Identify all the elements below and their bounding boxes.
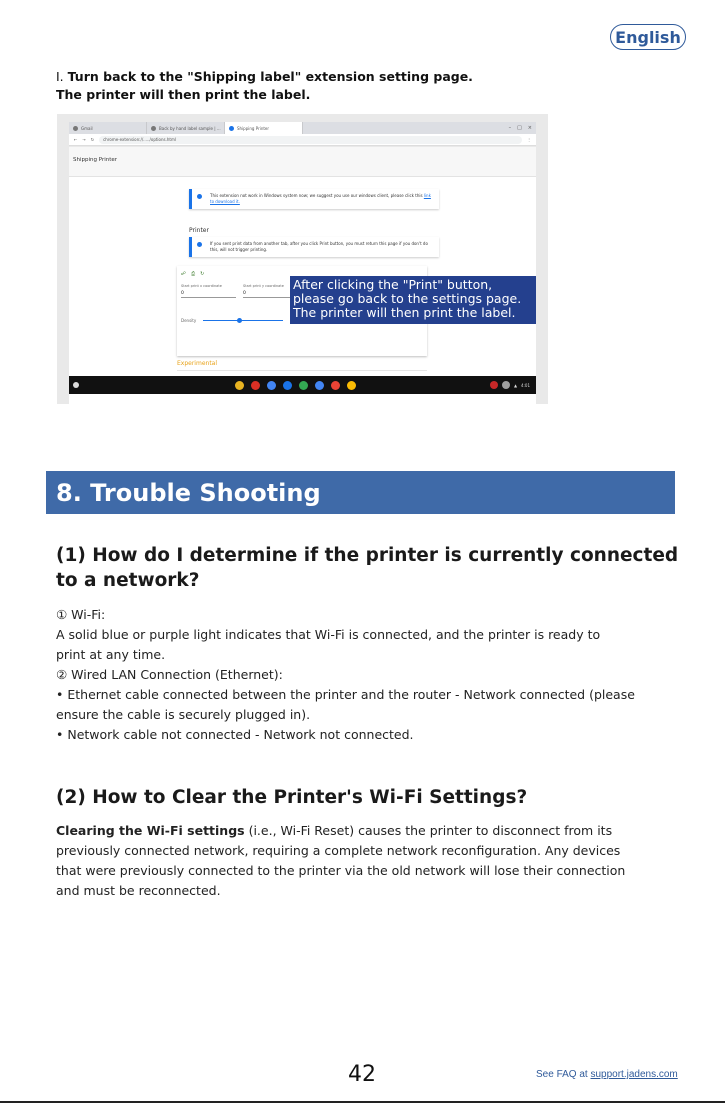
browser-tab-bar — [69, 122, 536, 134]
wifi-heading: ① Wi-Fi: — [56, 607, 106, 622]
tray-time: 4:01 — [521, 382, 530, 388]
refresh-icon: ↻ — [200, 271, 205, 277]
page-number: 42 — [348, 1062, 376, 1087]
window-controls — [509, 125, 536, 131]
browser-tab-active — [225, 122, 303, 134]
close-icon: × — [527, 125, 532, 131]
q2-title: (2) How to Clear the Printer's Wi-Fi Settings? — [56, 787, 528, 808]
start-y-value: 0 — [243, 291, 246, 296]
step-line-1-text: Turn back to the "Shipping label" extension setting page. — [67, 69, 473, 84]
windows-notice — [189, 189, 439, 209]
start-x-value: 0 — [181, 291, 184, 296]
gmail-icon — [251, 381, 260, 390]
meet-icon — [315, 381, 324, 390]
start-x-field — [181, 284, 236, 298]
q2-line-4: and must be reconnected. — [56, 883, 221, 898]
connect-icon: ☍ — [181, 271, 187, 277]
photos-icon — [347, 381, 356, 390]
q2-body — [56, 821, 656, 901]
files-icon — [283, 381, 292, 390]
record-icon — [490, 381, 498, 389]
q2-line-2: previously connected network, requiring a complete network reconfiguration. Any devices — [56, 843, 621, 858]
tab-favicon — [229, 126, 234, 131]
wifi-icon: ▲ — [513, 382, 518, 388]
info-icon — [197, 194, 202, 199]
print-tab-notice — [189, 237, 439, 257]
q2-bold-lead: Clearing the Wi-Fi settings — [56, 823, 245, 838]
gmail-icon — [73, 126, 78, 131]
lan-bullet-1-line-1: • Ethernet cable connected between the printer and the router - Network connected (please — [56, 687, 635, 702]
print-tab-notice-text: If you sent print data from another tab, after you click Print button, you must return this page if you don't do this, will not trigger printing. — [210, 241, 428, 252]
docs-icon — [267, 381, 276, 390]
info-icon — [197, 242, 202, 247]
tab-favicon — [151, 126, 156, 131]
url-field: chrome-extension://...../options.html — [99, 136, 522, 144]
density-label: Density — [181, 318, 197, 323]
start-x-label: Start print x coordinate — [181, 284, 222, 288]
os-taskbar — [69, 376, 536, 394]
q1-title-line-1: (1) How do I determine if the printer is currently connected — [56, 545, 679, 566]
q2-line-1 — [56, 821, 656, 841]
wifi-text-line-1: A solid blue or purple light indicates that Wi-Fi is connected, and the printer is ready to — [56, 627, 601, 642]
avatar — [502, 381, 510, 389]
language-badge[interactable]: English — [610, 24, 686, 50]
browser-tab-label: Back by hand label sample | ... — [159, 125, 221, 131]
minimize-icon: – — [508, 125, 512, 131]
system-tray — [490, 381, 530, 389]
q2-line-1-rest: (i.e., Wi-Fi Reset) causes the printer to disconnect from its — [244, 823, 613, 838]
chrome-icon — [235, 381, 244, 390]
step-line-2: The printer will then print the label. — [56, 87, 311, 102]
instruction-callout — [290, 276, 536, 324]
forward-arrow-icon: → — [82, 137, 86, 142]
q1-title — [56, 543, 678, 593]
reload-icon: ↻ — [90, 137, 95, 142]
card-toolbar — [181, 271, 204, 277]
density-slider-knob — [237, 318, 242, 323]
extension-page-heading: Shipping Printer — [69, 147, 536, 177]
step-numeral: I. — [56, 69, 64, 84]
launcher-icon — [73, 382, 79, 388]
back-arrow-icon: ← — [74, 137, 78, 142]
faq-footer — [536, 1069, 678, 1080]
maximize-icon: □ — [517, 125, 522, 131]
callout-line: After clicking the "Print" button, — [293, 277, 493, 292]
step-instruction — [56, 68, 473, 104]
q1-title-line-2: to a network? — [56, 570, 200, 591]
extension-screenshot — [57, 114, 548, 404]
play-store-icon — [299, 381, 308, 390]
address-bar — [69, 134, 536, 146]
wifi-text-line-2: print at any time. — [56, 647, 166, 662]
browser-tab — [69, 122, 147, 134]
browser-tab-label: Gmail — [81, 125, 93, 131]
q2-line-3: that were previously connected to the printer via the old network will lose their connection — [56, 863, 626, 878]
faq-prefix: See FAQ at — [536, 1069, 591, 1080]
lan-bullet-2: • Network cable not connected - Network not connected. — [56, 727, 414, 742]
taskbar-apps — [235, 381, 356, 390]
q1-body — [56, 605, 656, 745]
windows-notice-text: This extension not work in Windows system now; we suggest you use our windows client, please click this — [210, 193, 423, 198]
lan-bullet-1-line-2: ensure the cable is securely plugged in). — [56, 707, 311, 722]
section-heading: 8. Trouble Shooting — [46, 471, 675, 514]
callout-line: please go back to the settings page. — [293, 291, 522, 306]
youtube-icon — [331, 381, 340, 390]
faq-link[interactable]: support.jadens.com — [590, 1069, 678, 1080]
printer-section-title: Printer — [189, 227, 209, 234]
download-link: link to download it. — [210, 193, 431, 204]
menu-icon: ⋮ — [527, 137, 531, 142]
start-y-label: Start print y coordinate — [243, 284, 284, 288]
experimental-heading: Experimental — [177, 360, 427, 371]
lan-heading: ② Wired LAN Connection (Ethernet): — [56, 667, 283, 682]
callout-line: The printer will then print the label. — [293, 305, 516, 320]
step-line-1 — [56, 68, 473, 86]
print-icon: ⎙ — [191, 271, 196, 277]
density-slider — [203, 320, 283, 321]
browser-tab — [147, 122, 225, 134]
browser-tab-label: Shipping Printer — [237, 125, 270, 131]
